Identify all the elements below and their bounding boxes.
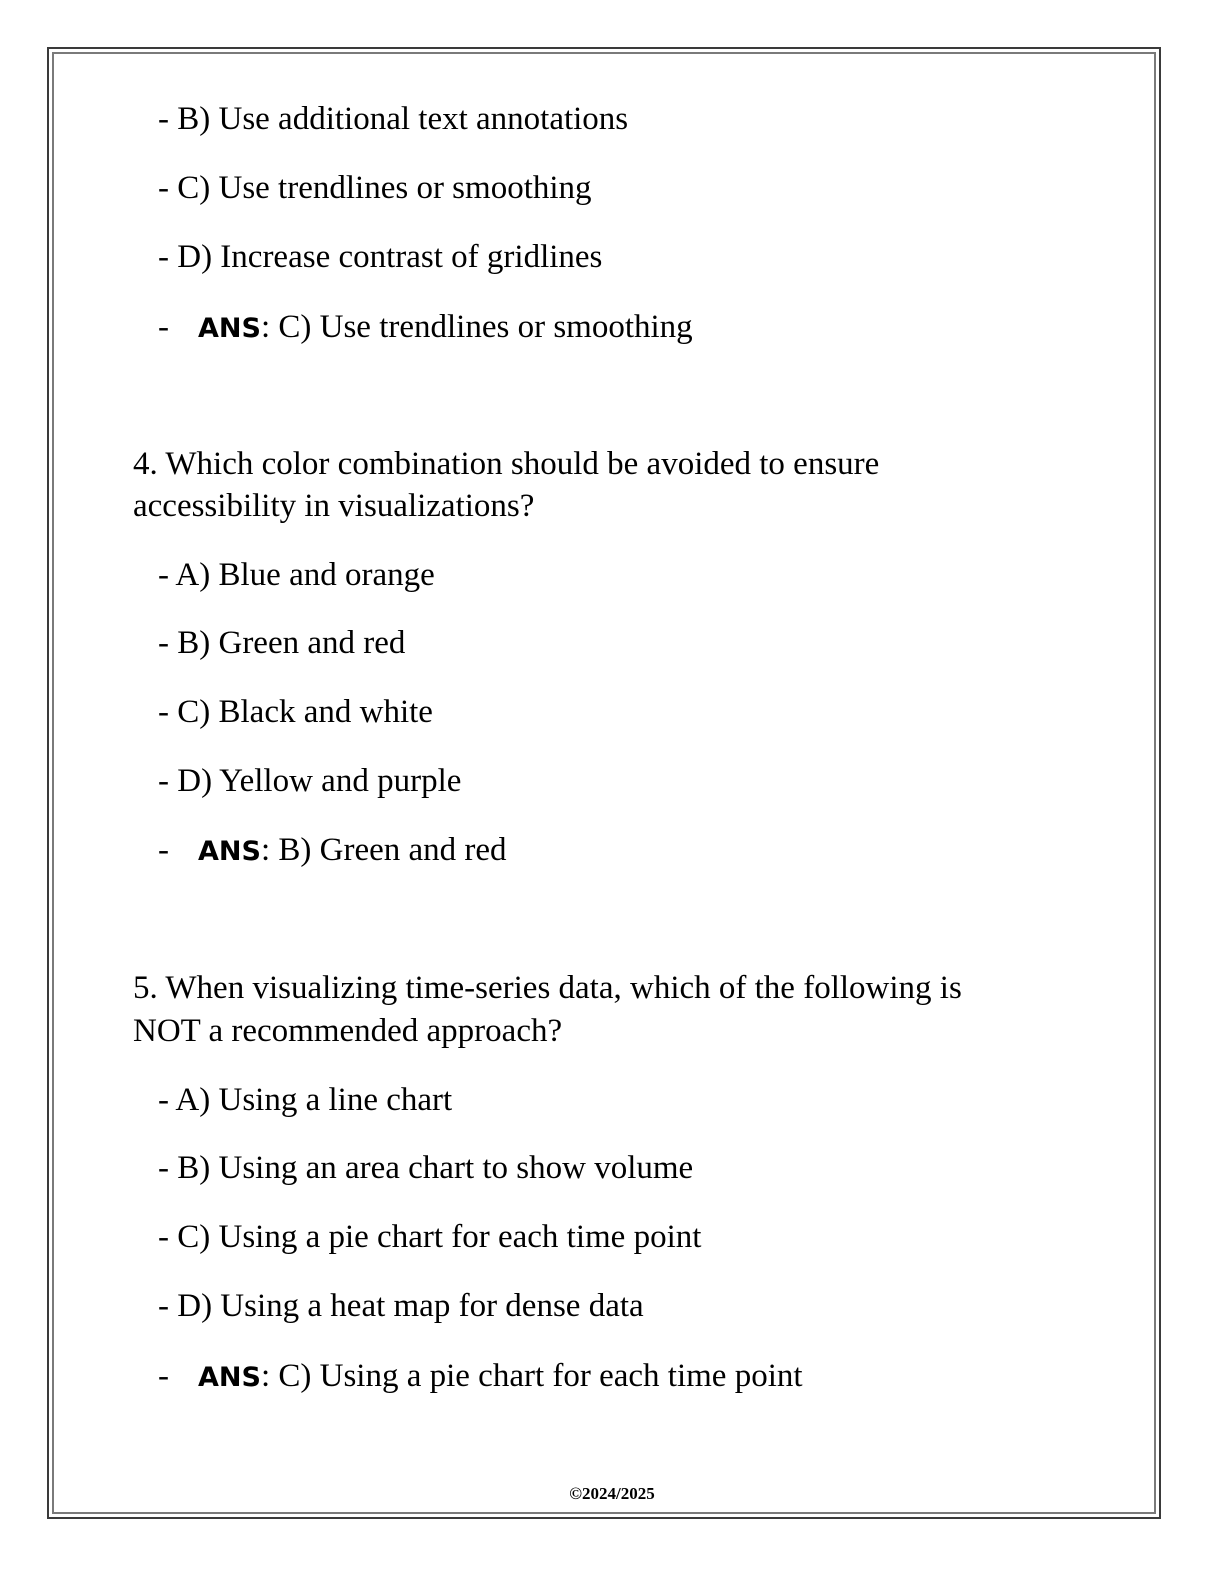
q4-question-line1: 4. Which color combination should be avoided to ensure [133, 446, 880, 482]
answer-dash: - [158, 1358, 169, 1394]
q3-option-b: - B) Use additional text annotations [158, 101, 629, 137]
q4-option-b: - B) Green and red [158, 625, 406, 661]
answer-label: ANS [198, 1362, 261, 1393]
q3-option-d: - D) Increase contrast of gridlines [158, 239, 603, 275]
answer-text: : C) Use trendlines or smoothing [260, 309, 693, 345]
q4-option-d: - D) Yellow and purple [158, 763, 462, 799]
q3-option-c: - C) Use trendlines or smoothing [158, 170, 592, 206]
answer-text: : B) Green and red [260, 832, 507, 868]
q5-question-line1: 5. When visualizing time-series data, which of the following is [133, 970, 962, 1006]
q3-answer [158, 307, 693, 349]
q5-question-line2: NOT a recommended approach? [133, 1013, 563, 1049]
q5-option-d: - D) Using a heat map for dense data [158, 1288, 644, 1324]
q4-question-line2: accessibility in visualizations? [133, 488, 535, 524]
q4-option-a: - A) Blue and orange [158, 557, 435, 593]
answer-dash: - [158, 832, 169, 868]
q5-option-a: - A) Using a line chart [158, 1082, 453, 1118]
q5-option-c: - C) Using a pie chart for each time point [158, 1219, 702, 1255]
copyright-footer: ©2024/2025 [569, 1484, 655, 1503]
q4-answer [158, 830, 507, 872]
answer-text: : C) Using a pie chart for each time point [260, 1358, 803, 1394]
q4-option-c: - C) Black and white [158, 694, 433, 730]
answer-dash: - [158, 309, 169, 345]
q5-answer [158, 1356, 803, 1398]
answer-label: ANS [198, 313, 261, 344]
q5-option-b: - B) Using an area chart to show volume [158, 1150, 694, 1186]
answer-label: ANS [198, 836, 261, 867]
